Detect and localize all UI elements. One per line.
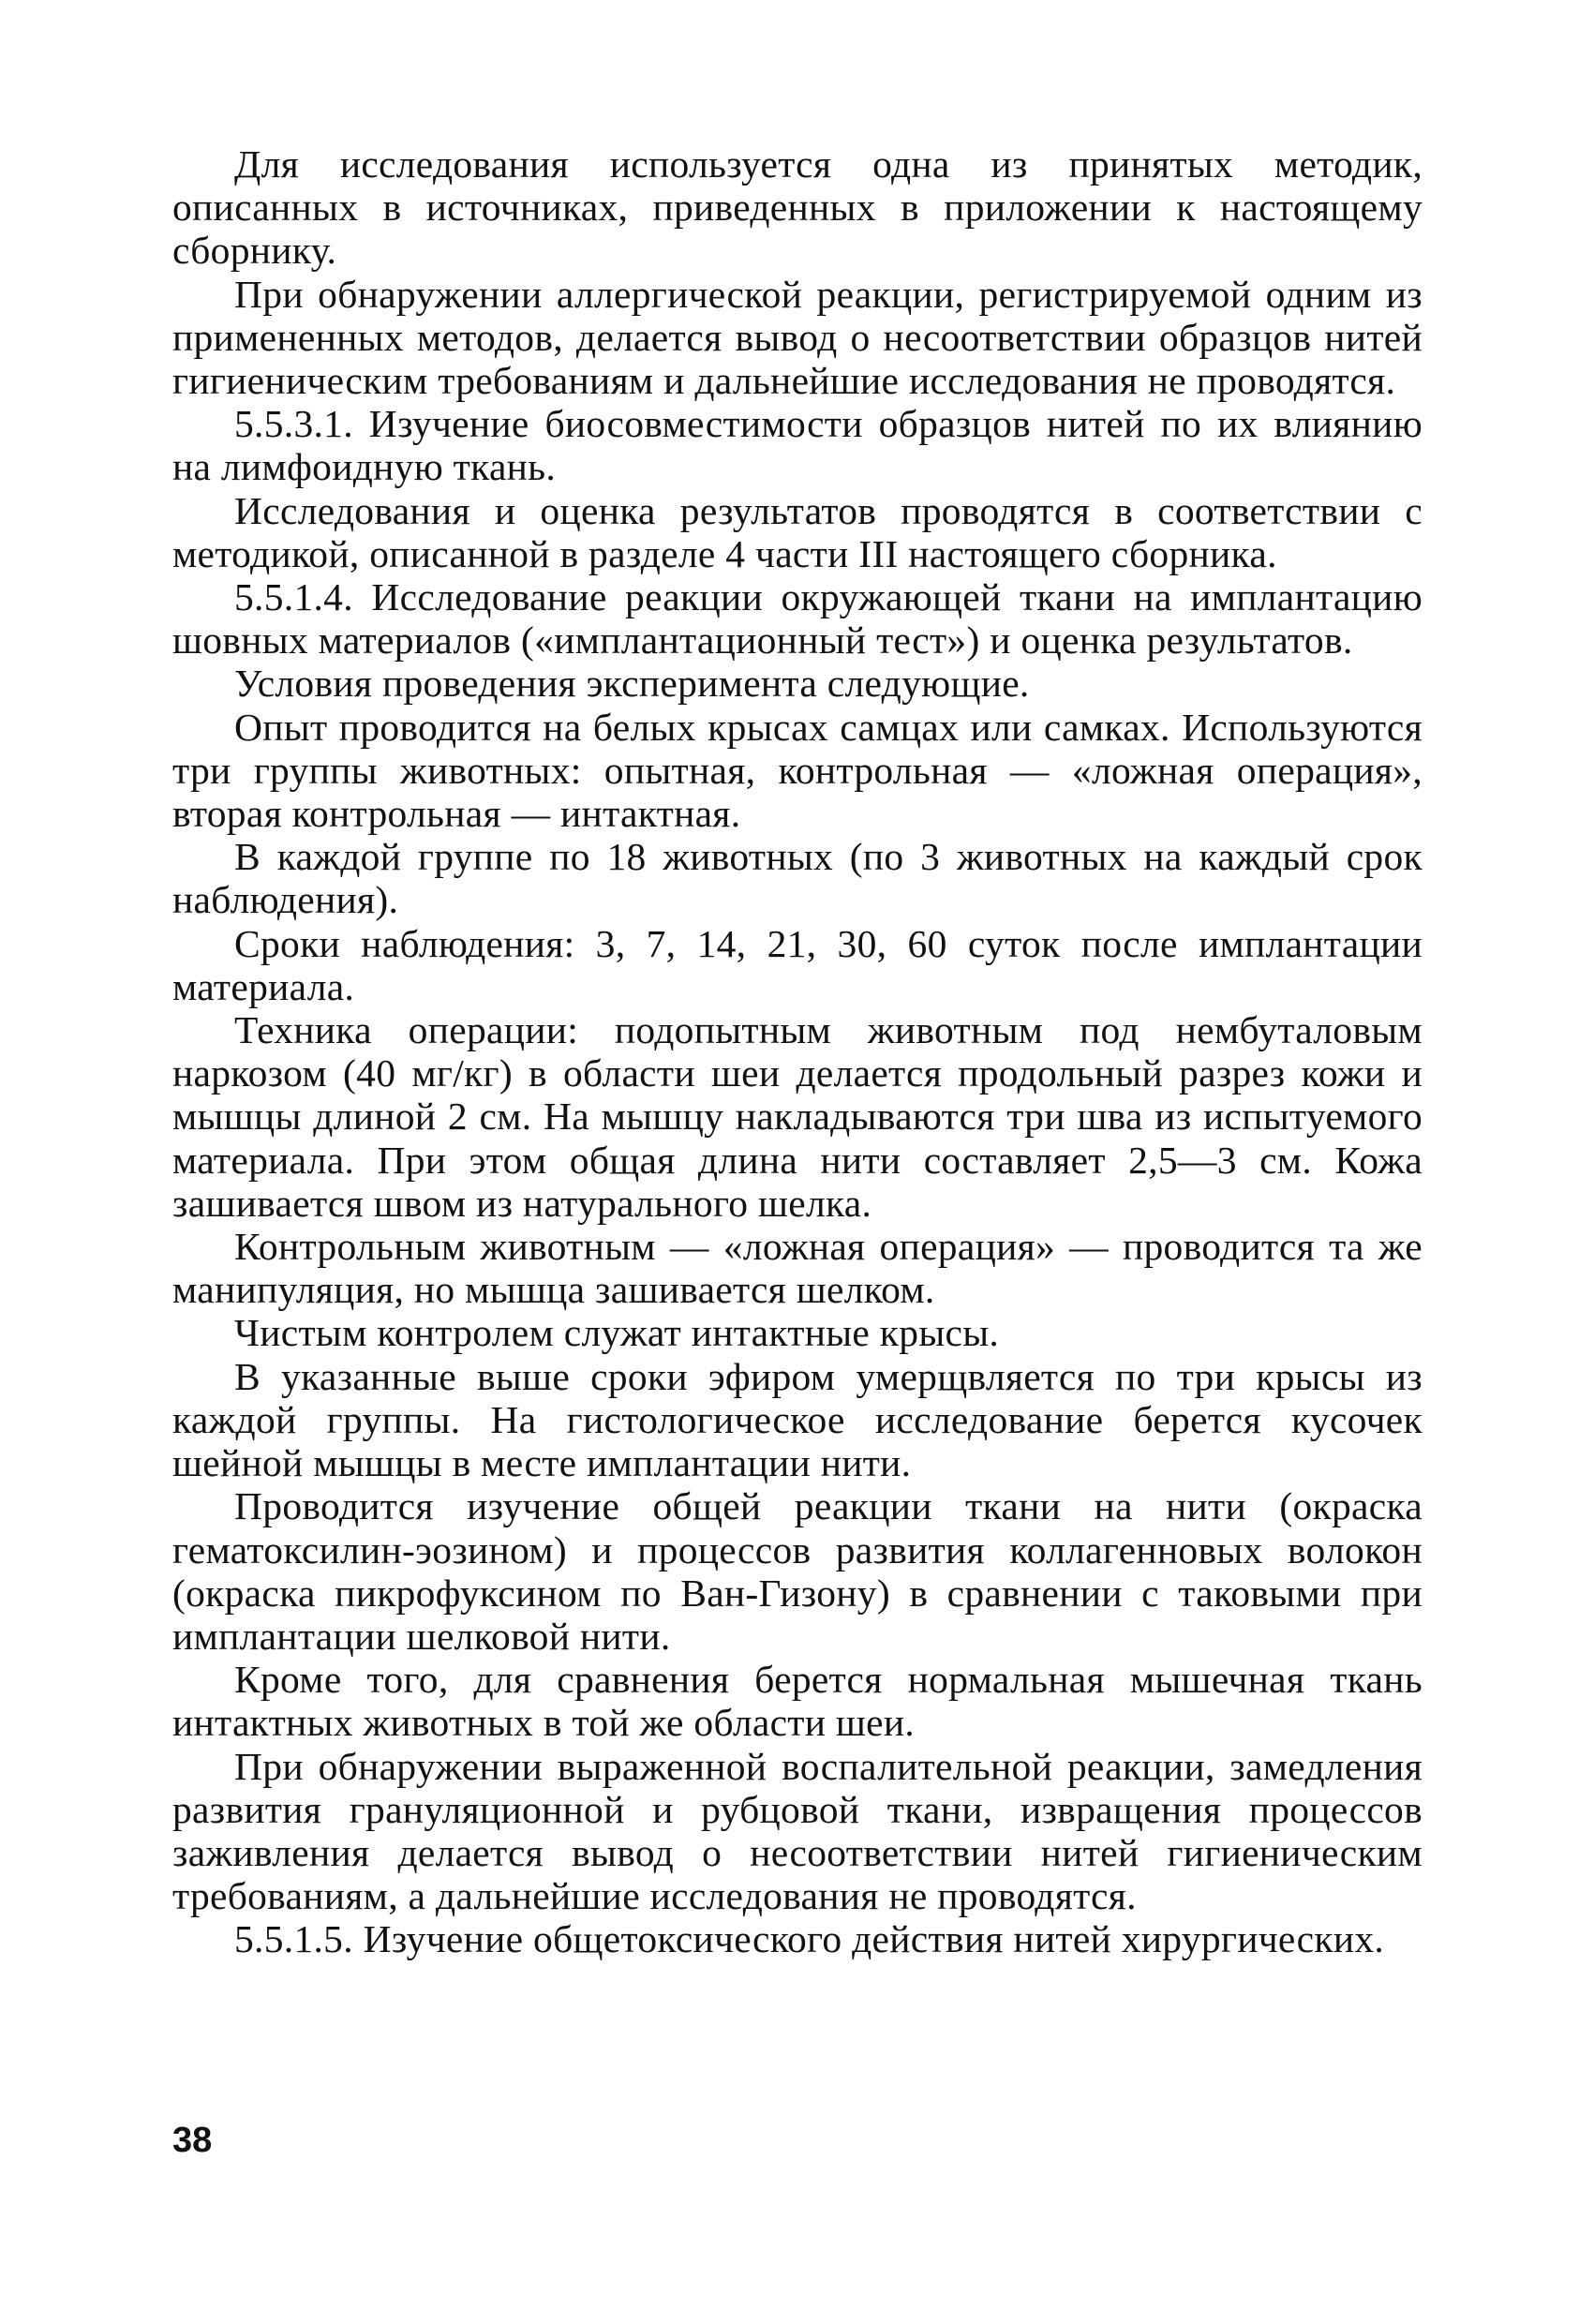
- paragraph: Проводится изучение общей реакции ткани на нити (окраска гематоксилин-эозином) и процессов развития коллагенновых волокон (окраска пикрофуксином по Ван-Гизону) в сравнении с таковыми при имплантации шелковой нити.: [172, 1484, 1423, 1658]
- section-heading: 5.5.3.1. Изучение биосовместимости образцов нитей по их влиянию на лимфоидную ткань.: [172, 402, 1423, 489]
- paragraph: Для исследования используется одна из принятых методик, описанных в источниках, приведенных в приложении к настоящему сборнику.: [172, 142, 1423, 273]
- paragraph: Условия проведения эксперимента следующие.: [234, 662, 1030, 706]
- paragraph: В каждой группе по 18 животных (по 3 животных на каждый срок наблюдения).: [172, 835, 1423, 922]
- body-text: [172, 142, 1423, 1961]
- paragraph: Кроме того, для сравнения берется нормальная мышечная ткань интактных животных в той же области шеи.: [172, 1658, 1423, 1745]
- paragraph: Чистым контролем служат интактные крысы.: [234, 1311, 1000, 1355]
- paragraph: В указанные выше сроки эфиром умерщвляется по три крысы из каждой группы. На гистологическое исследование берется кусочек шейной мышцы в месте имплантации нити.: [172, 1354, 1423, 1485]
- paragraph: Техника операции: подопытным животным под нембуталовым наркозом (40 мг/кг) в области шеи делается продольный разрез кожи и мышцы длиной 2 см. На мышцу накладываются три шва из испытуемого материала. При этом общая длина нити составляет 2,5—3 см. Кожа зашивается швом из натурального шелка.: [172, 1008, 1423, 1225]
- paragraph: Сроки наблюдения: 3, 7, 14, 21, 30, 60 суток после имплантации материала.: [172, 921, 1423, 1008]
- section-heading: 5.5.1.5. Изучение общетоксического действия нитей хирургических.: [234, 1917, 1385, 1961]
- page-number: 38: [172, 2121, 213, 2160]
- paragraph: При обнаружении выраженной воспалительной реакции, замедления развития грануляционной и рубцовой ткани, извращения процессов заживления делается вывод о несоответствии нитей гигиеническим требованиям, а дальнейшие исследования не проводятся.: [172, 1744, 1423, 1918]
- section-heading: 5.5.1.4. Исследование реакции окружающей ткани на имплантацию шовных материалов («имплантационный тест») и оценка результатов.: [172, 575, 1423, 663]
- paragraph: Опыт проводится на белых крысах самцах или самках. Используются три группы животных: опытная, контрольная — «ложная операция», вторая контрольная — интактная.: [172, 705, 1423, 836]
- paragraph: Контрольным животным — «ложная операция» — проводится та же манипуляция, но мышца зашивается шелком.: [172, 1225, 1423, 1312]
- paragraph: Исследования и оценка результатов проводятся в соответствии с методикой, описанной в разделе 4 части III настоящего сборника.: [172, 488, 1423, 575]
- paragraph: При обнаружении аллергической реакции, регистрируемой одним из примененных методов, делается вывод о несоответствии образцов нитей гигиеническим требованиям и дальнейшие исследования не проводятся.: [172, 272, 1423, 403]
